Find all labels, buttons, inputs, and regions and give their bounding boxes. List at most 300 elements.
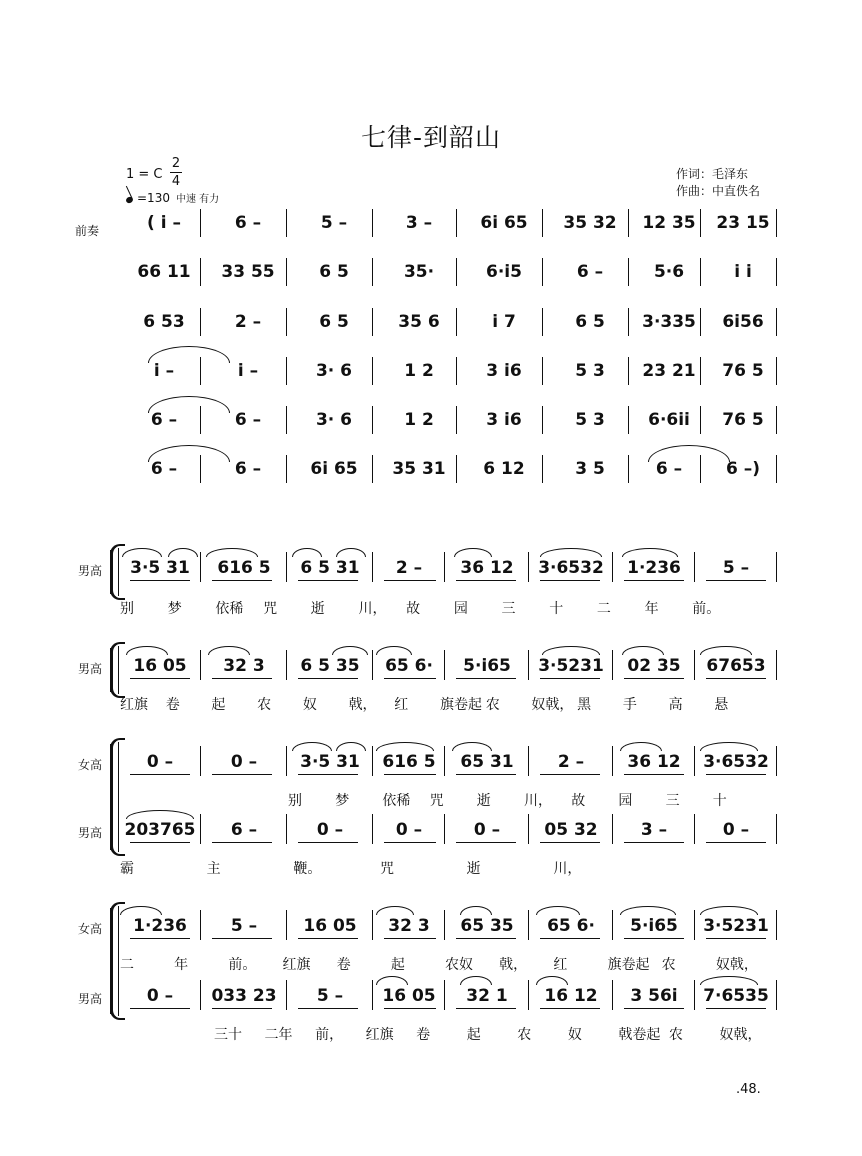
slur [376, 742, 434, 751]
page-title: 七律-到韶山 [360, 123, 502, 152]
intro-measure: 23 21 [642, 361, 696, 381]
lyric-word: 黑 [577, 697, 592, 713]
barline [694, 746, 695, 776]
barline [528, 650, 529, 680]
barline [542, 258, 543, 286]
slur [620, 906, 676, 915]
measure-notes: 3·6532 [703, 752, 769, 772]
barline [286, 552, 287, 582]
barline [456, 308, 457, 336]
slur [376, 976, 408, 985]
system1-voice-label: 男高 [78, 564, 103, 578]
barline [700, 308, 701, 336]
slur [126, 646, 168, 655]
measure-notes: 033 23 [211, 986, 277, 1006]
lyric-word: 逝 [466, 861, 481, 877]
intro-label: 前奏 [75, 224, 100, 238]
system3-bracket [110, 744, 113, 850]
beam-underline [624, 842, 684, 843]
barline [528, 814, 529, 844]
barline [694, 552, 695, 582]
intro-measure: i̇ – [153, 361, 175, 381]
beam-underline [540, 842, 600, 843]
beam-underline [706, 774, 766, 775]
beam-underline [130, 842, 190, 843]
lyric-word: 红旗 [365, 1027, 394, 1043]
intro-measure: 76 5 [722, 410, 764, 430]
beam-underline [706, 678, 766, 679]
beam-underline [540, 938, 600, 939]
measure-notes: 16 05 [303, 916, 357, 936]
intro-measure: 6 5 [575, 312, 605, 332]
intro-measure: 1 2 [404, 361, 434, 381]
lyric-word: 高 [668, 697, 683, 713]
meter-top: 2 [171, 156, 181, 171]
barline [286, 308, 287, 336]
barline [612, 910, 613, 940]
lyric-word: 奴戟， [715, 957, 758, 973]
barline [372, 455, 373, 483]
lyric-word: 奴戟， [531, 697, 574, 713]
measure-notes: 36 12 [627, 752, 681, 772]
beam-underline [624, 678, 684, 679]
barline [372, 980, 373, 1010]
intro-slur [148, 396, 230, 413]
beam-underline [384, 580, 436, 581]
measure-notes: 3·5231 [538, 656, 604, 676]
beam-underline [384, 842, 436, 843]
beam-underline [298, 842, 358, 843]
slur [700, 742, 758, 751]
lyric-word: 梦 [335, 793, 350, 809]
intro-measure: 66 11 [137, 262, 191, 282]
intro-measure: 6i̇ 65 [310, 459, 358, 479]
composer: 作曲：中直佚名 [676, 184, 761, 198]
beam-underline [706, 580, 766, 581]
intro-measure: 5 3 [575, 361, 605, 381]
slur [540, 548, 602, 557]
intro-slur [648, 445, 730, 462]
lyric-word: 起 [466, 1027, 481, 1043]
intro-measure: 3 – [405, 213, 433, 233]
measure-notes: 3·5 31 [130, 558, 190, 578]
barline [372, 209, 373, 237]
barline [612, 552, 613, 582]
measure-notes: 2 – [557, 752, 585, 772]
intro-measure: 6i̇56 [722, 312, 764, 332]
page-number: .48. [736, 1082, 761, 1097]
lyric-word: 起 [390, 957, 405, 973]
beam-underline [624, 580, 684, 581]
measure-notes: 0 – [230, 752, 258, 772]
barline [456, 209, 457, 237]
slur [700, 646, 752, 655]
barline [776, 455, 777, 483]
lyric-word: 年 [644, 601, 659, 617]
lyric-word: 川， [524, 793, 552, 809]
intro-measure: 5 3 [575, 410, 605, 430]
measure-notes: 05 32 [544, 820, 598, 840]
intro-measure: 3 5 [575, 459, 605, 479]
lyric-word: 逝 [476, 793, 491, 809]
slur [536, 906, 580, 915]
measure-notes: 0 – [473, 820, 501, 840]
intro-measure: 23 15 [716, 213, 770, 233]
barline [372, 650, 373, 680]
system4-barline-left [118, 906, 119, 1016]
measure-notes: 3 – [640, 820, 668, 840]
slur [126, 810, 194, 819]
barline [286, 650, 287, 680]
slur [292, 548, 322, 557]
time-signature [170, 156, 182, 189]
measure-notes: 5 – [230, 916, 258, 936]
intro-measure: 6 – [234, 410, 262, 430]
measure-notes: 0 – [146, 986, 174, 1006]
lyric-word: 年 [174, 957, 189, 973]
lyric-word: 奴 [302, 697, 317, 713]
slur [206, 548, 258, 557]
intro-measure: 3· 6 [315, 361, 353, 381]
barline [200, 980, 201, 1010]
lyric-word: 十 [712, 793, 727, 809]
barline [200, 746, 201, 776]
beam-underline [130, 938, 190, 939]
barline [444, 980, 445, 1010]
barline [286, 980, 287, 1010]
barline [444, 552, 445, 582]
barline [286, 746, 287, 776]
beam-underline [456, 580, 516, 581]
barline [700, 357, 701, 385]
lyric-word: 别 [120, 601, 134, 617]
barline [456, 258, 457, 286]
beam-underline [130, 1008, 190, 1009]
system4-female-label: 女高 [78, 922, 103, 936]
tempo-expression: 中速 有力 [175, 194, 220, 205]
measure-notes: 36 12 [460, 558, 514, 578]
intro-measure: 6 12 [483, 459, 525, 479]
tempo-marking [126, 190, 219, 205]
barline [200, 308, 201, 336]
measure-notes: 3·5231 [703, 916, 769, 936]
beam-underline [540, 678, 600, 679]
intro-measure: 12 35 [642, 213, 696, 233]
measure-notes: 65 6· [385, 656, 433, 676]
measure-notes: 3 56i̇ [630, 986, 678, 1006]
slur [460, 906, 492, 915]
lyric-word: 戟， [499, 957, 528, 973]
intro-measure: 3 i̇6 [486, 410, 522, 430]
beam-underline [298, 678, 358, 679]
barline [700, 209, 701, 237]
measure-notes: 67653 [706, 656, 766, 676]
intro-measure: 3 i̇6 [486, 361, 522, 381]
lyric-word: 卷 [336, 957, 351, 973]
barline [694, 980, 695, 1010]
lyric-word: 主 [206, 861, 221, 877]
barline [628, 308, 629, 336]
beam-underline [456, 678, 516, 679]
intro-measure: 5 – [320, 213, 348, 233]
beam-underline [540, 580, 600, 581]
barline [372, 552, 373, 582]
system3-barline-left [118, 742, 119, 852]
intro-measure: 5·6 [653, 262, 685, 282]
barline [694, 650, 695, 680]
slur [208, 646, 250, 655]
intro-measure: 3· 6 [315, 410, 353, 430]
intro-measure: 33 55 [221, 262, 275, 282]
system2-bracket [110, 648, 113, 692]
beam-underline [540, 1008, 600, 1009]
measure-notes: 3·6532 [538, 558, 604, 578]
lyric-word: 川， [358, 601, 387, 617]
measure-notes: 02 35 [627, 656, 681, 676]
lyric-word: 奴戟， [719, 1027, 762, 1043]
intro-measure: i̇ i̇ [734, 262, 752, 282]
barline [776, 814, 777, 844]
barline [542, 455, 543, 483]
intro-measure: 6 53 [143, 312, 185, 332]
barline [200, 814, 201, 844]
lyric-word: 手 [622, 697, 637, 713]
intro-measure: 6 – [150, 410, 178, 430]
barline [700, 258, 701, 286]
lyric-word: 农 [485, 697, 500, 713]
barline [776, 650, 777, 680]
intro-measure: 35 31 [392, 459, 446, 479]
system4-bracket [110, 908, 113, 1014]
measure-notes: 2 – [395, 558, 423, 578]
slur [376, 646, 412, 655]
lyric-word: 咒 [429, 793, 444, 809]
barline [286, 455, 287, 483]
beam-underline [212, 774, 272, 775]
lyric-word: 鞭。 [293, 861, 322, 877]
barline [200, 258, 201, 286]
intro-measure: i̇ – [237, 361, 259, 381]
barline [700, 406, 701, 434]
lyric-word: 园 [618, 793, 633, 809]
barline [628, 209, 629, 237]
beam-underline [130, 678, 190, 679]
barline [612, 746, 613, 776]
slur [336, 742, 366, 751]
lyric-word: 戟卷起 [618, 1027, 661, 1043]
barline [456, 455, 457, 483]
system2-voice-label: 男高 [78, 662, 103, 676]
lyric-word: 红 [553, 957, 568, 973]
measure-notes: 16 05 [133, 656, 187, 676]
barline [444, 814, 445, 844]
lyric-word: 霸 [120, 861, 134, 877]
lyric-word: 卷 [416, 1027, 431, 1043]
intro-measure: 6 5 [319, 312, 349, 332]
system4-male-label: 男高 [78, 992, 103, 1006]
lyric-word: 三 [501, 601, 516, 617]
lyric-word: 奴 [567, 1027, 582, 1043]
lyric-word: 红 [394, 697, 409, 713]
beam-underline [456, 774, 516, 775]
lyric-word: 前。 [692, 601, 721, 617]
lyric-word: 农 [668, 1027, 683, 1043]
measure-notes: 0 – [722, 820, 750, 840]
measure-notes: 1·236 [627, 558, 681, 578]
barline [776, 258, 777, 286]
measure-notes: 203765 [124, 820, 196, 840]
lyricist: 作词：毛泽东 [676, 167, 749, 181]
beam-underline [456, 1008, 516, 1009]
lyric-word: 咒 [380, 861, 394, 877]
measure-notes: 0 – [316, 820, 344, 840]
beam-underline [384, 938, 436, 939]
barline [694, 910, 695, 940]
barline [286, 814, 287, 844]
barline [776, 357, 777, 385]
beam-underline [130, 774, 190, 775]
measure-notes: 616 5 [217, 558, 271, 578]
barline [776, 552, 777, 582]
lyric-word: 二 [120, 957, 134, 973]
measure-notes: 32 1 [466, 986, 508, 1006]
barline [776, 308, 777, 336]
slur [460, 976, 492, 985]
lyric-word: 二 [596, 601, 611, 617]
quarter-note-icon [125, 196, 134, 204]
barline [444, 910, 445, 940]
measure-notes: 0 – [146, 752, 174, 772]
beam-underline [298, 1008, 358, 1009]
slur [122, 548, 162, 557]
barline [542, 406, 543, 434]
beam-underline [706, 842, 766, 843]
intro-measure: 6 –) [725, 459, 761, 479]
lyric-word: 红旗 [120, 697, 148, 713]
barline [694, 814, 695, 844]
barline [528, 910, 529, 940]
intro-measure: 6 – [150, 459, 178, 479]
barline [542, 357, 543, 385]
beam-underline [540, 774, 600, 775]
lyric-word: 故 [571, 793, 586, 809]
lyric-word: 农 [517, 1027, 532, 1043]
system3-female-label: 女高 [78, 758, 103, 772]
slur [376, 906, 414, 915]
lyric-word: 川， [553, 861, 582, 877]
measure-notes: 65 31 [460, 752, 514, 772]
slur [622, 646, 664, 655]
barline [628, 357, 629, 385]
beam-underline [706, 938, 766, 939]
beam-underline [130, 580, 190, 581]
intro-measure: 76 5 [722, 361, 764, 381]
lyric-word: 梦 [167, 601, 182, 617]
lyric-word: 园 [453, 601, 468, 617]
slur [452, 742, 492, 751]
beam-underline [384, 1008, 436, 1009]
slur [120, 906, 162, 915]
barline [542, 209, 543, 237]
beam-underline [624, 1008, 684, 1009]
lyric-word: 别 [288, 793, 302, 809]
measure-notes: 32 3 [388, 916, 430, 936]
slur [332, 646, 368, 655]
barline [286, 258, 287, 286]
beam-underline [384, 678, 436, 679]
measure-notes: 5·i̇65 [463, 656, 511, 676]
barline [200, 650, 201, 680]
barline [776, 209, 777, 237]
barline [628, 406, 629, 434]
intro-slur [148, 445, 230, 462]
beam-underline [706, 1008, 766, 1009]
barline [612, 814, 613, 844]
beam-underline [624, 938, 684, 939]
key-signature: 1 = C [126, 167, 163, 182]
measure-notes: 3·5 31 [300, 752, 360, 772]
lyric-word: 依稀 [215, 601, 244, 617]
lyric-word: 旗卷起 [440, 697, 482, 713]
system2-barline-left [118, 646, 119, 694]
lyric-word: 三十 [214, 1027, 242, 1043]
lyric-word: 十 [549, 601, 564, 617]
barline [372, 746, 373, 776]
barline [628, 455, 629, 483]
measure-notes: 0 – [395, 820, 423, 840]
barline [372, 357, 373, 385]
barline [542, 308, 543, 336]
beam-underline [298, 938, 358, 939]
measure-notes: 32 3 [223, 656, 265, 676]
lyric-word: 旗卷起 [607, 957, 650, 973]
credits [676, 166, 760, 200]
barline [444, 650, 445, 680]
measure-notes: 1·236 [133, 916, 187, 936]
lyric-word: 农奴 [445, 957, 473, 973]
intro-measure: 6 – [655, 459, 683, 479]
slur [168, 548, 198, 557]
lyric-word: 二年 [264, 1027, 293, 1043]
barline [528, 980, 529, 1010]
barline [286, 910, 287, 940]
meter-bottom: 4 [171, 174, 181, 189]
beam-underline [212, 580, 272, 581]
slur [536, 976, 568, 985]
system1-bracket [110, 550, 113, 594]
beam-underline [212, 938, 272, 939]
slur [620, 742, 662, 751]
measure-notes: 6 5 31 [300, 558, 360, 578]
barline [200, 910, 201, 940]
intro-measure: 35 6 [398, 312, 440, 332]
measure-notes: 65 6· [547, 916, 595, 936]
lyric-word: 农 [257, 697, 272, 713]
barline [444, 746, 445, 776]
system1-barline-left [118, 548, 119, 596]
intro-slur [148, 346, 230, 363]
barline [372, 406, 373, 434]
barline [456, 406, 457, 434]
measure-notes: 16 12 [544, 986, 598, 1006]
measure-notes: 7·6535 [703, 986, 769, 1006]
barline [776, 746, 777, 776]
intro-measure: 35 32 [563, 213, 617, 233]
beam-underline [298, 774, 358, 775]
lyric-word: 戟， [348, 697, 377, 713]
beam-underline [298, 580, 358, 581]
barline [286, 209, 287, 237]
